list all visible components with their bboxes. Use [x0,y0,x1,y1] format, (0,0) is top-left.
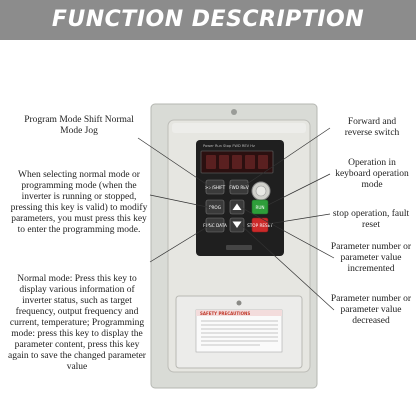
led-digits [206,155,268,169]
label-prog-key: When selecting normal mode or programming mode (when the inverter is running or stopped, pressing this key is valid) to modify parameters, you must press this key to enter the programming mode. [10,170,148,235]
label-shift-key: Program Mode Shift Normal Mode Jog [24,115,134,136]
panel-slot [226,245,252,250]
fwd-rev-key[interactable] [229,180,249,194]
label-down-key: Parameter number or parameter value decreased [330,294,412,326]
shift-key[interactable] [205,180,226,194]
device-top-edge [172,123,306,133]
svg-text:>>/SHIFT: >>/SHIFT [204,185,226,190]
label-fwd-rev-key: Forward and reverse switch [344,117,400,138]
run-key[interactable] [252,200,268,214]
down-key[interactable] [230,218,244,232]
label-up-key: Parameter number or parameter value incremented [330,242,412,274]
safety-text-lines [201,321,278,345]
func-data-key[interactable] [203,218,227,232]
svg-text:FUNC DATA: FUNC DATA [203,223,227,228]
safety-title: SAFETY PRECAUTIONS [200,311,251,316]
mount-hole-top [231,109,237,115]
safety-label [196,310,282,352]
svg-text:FWD REV: FWD REV [229,185,249,190]
indicator-row: Power Run Stop FWD REV Hz [203,144,255,148]
label-func-data-key: Normal mode: Press this key to display various information of inverter status, such as target frequency, output frequency and current, temperature; Programming mode: press this key to display the parameter content, press this key again to save the changed parameter value [8,274,146,372]
cover-screw [237,301,242,306]
svg-text:RUN: RUN [255,205,265,210]
up-key[interactable] [230,200,244,214]
svg-text:PROG: PROG [209,205,221,210]
speed-knob-center [256,186,266,196]
banner-title: FUNCTION DESCRIPTION [51,7,365,32]
svg-text:STOP RESET: STOP RESET [247,223,273,228]
label-stop-reset-key: stop operation, fault reset [332,209,410,230]
label-run-key: Operation in keyboard operation mode [335,158,409,190]
